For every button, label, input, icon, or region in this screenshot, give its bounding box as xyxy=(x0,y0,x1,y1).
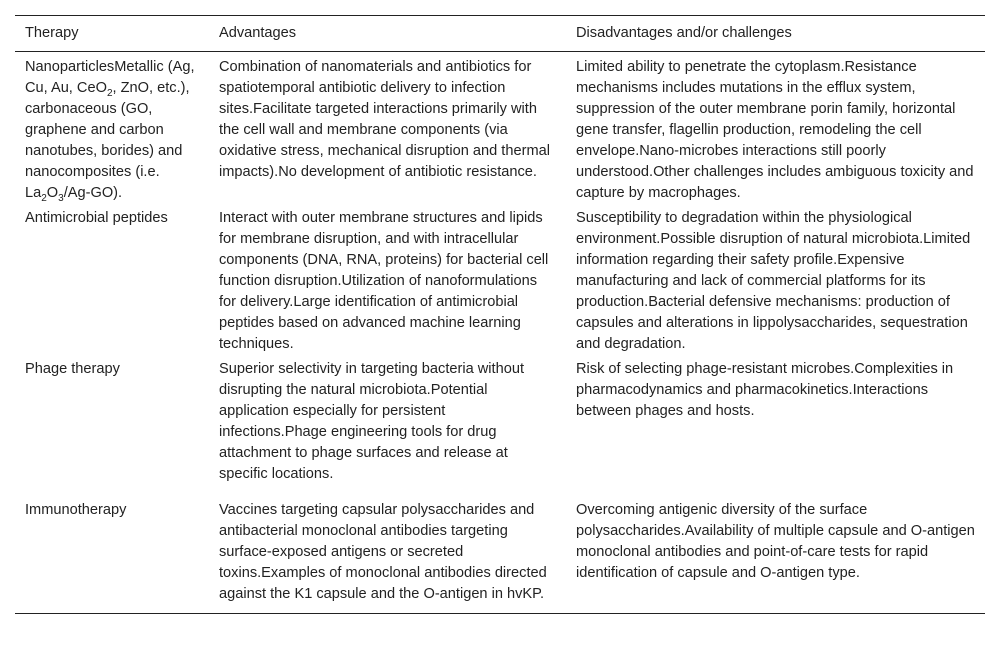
table-row-antimicrobial-peptides xyxy=(15,206,985,357)
cell-advantages-nanoparticles: Combination of nanomaterials and antibiotics for spatiotemporal antibiotic delivery to infection sites.Facilitate targeted interactions primarily with the cell wall and membrane components (via oxidative stress, mechanical disruption and thermal impacts).No development of antibiotic resistance. xyxy=(219,59,550,180)
cell-disadvantages-immunotherapy: Overcoming antigenic diversity of the surface polysaccharides.Availability of multiple capsule and O-antigen monoclonal antibodies and point-of-care tests for rapid identification of capsule and O-antigen type. xyxy=(576,502,975,581)
cell-advantages-immunotherapy: Vaccines targeting capsular polysaccharides and antibacterial monoclonal antibodies targeting surface-exposed antigens or secreted toxins.Examples of monoclonal antibodies directed against the K1 capsule and the O-antigen in hvKP. xyxy=(219,502,547,602)
cell-advantages-antimicrobial-peptides: Interact with outer membrane structures and lipids for membrane disruption, and with intracellular components (DNA, RNA, proteins) for bacterial cell function disruption.Utilization of nanoformulations for delivery.Large identification of antimicrobial peptides based on advanced machine learning techniques. xyxy=(219,210,549,352)
cell-disadvantages-nanoparticles: Limited ability to penetrate the cytoplasm.Resistance mechanisms includes mutations in the efflux system, suppression of the outer membrane porin family, horizontal gene transfer, flagellin production, remodeling the cell envelope.Nano-microbes interactions still poorly understood.Other challenges includes ambiguous toxicity and capture by macrophages. xyxy=(576,59,974,201)
cell-advantages-phage: Superior selectivity in targeting bacteria without disrupting the natural microbiota.Potential application especially for persistent infections.Phage engineering tools for drug attachment to phage surfaces and release at specific locations. xyxy=(219,361,525,482)
table-row-immunotherapy xyxy=(15,487,985,614)
cell-therapy-immunotherapy: Immunotherapy xyxy=(25,502,127,518)
table-row-nanoparticles xyxy=(15,52,985,207)
cell-disadvantages-antimicrobial-peptides: Susceptibility to degradation within the physiological environment.Possible disruption of natural microbiota.Limited information regarding their safety profile.Expensive manufacturing and lack of commercial platforms for its production.Bacterial defensive mechanisms: production of capsules and alterations in lippolysaccharides, sequestration and degradation. xyxy=(576,210,971,352)
table-row-phage-therapy xyxy=(15,357,985,487)
cell-therapy-phage: Phage therapy xyxy=(25,361,120,377)
header-therapy: Therapy xyxy=(25,25,79,41)
cell-therapy-antimicrobial-peptides: Antimicrobial peptides xyxy=(25,210,168,226)
cell-disadvantages-phage: Risk of selecting phage-resistant microbes.Complexities in pharmacodynamics and pharmacokinetics.Interactions between phages and hosts. xyxy=(576,361,954,419)
header-advantages: Advantages xyxy=(219,25,297,41)
cell-therapy-nanoparticles: NanoparticlesMetallic (Ag, Cu, Au, CeO$_2$, ZnO, etc.), carbonaceous (GO, graphene and carbon nanotubes, borides) and nanocomposites (i.e. $La_2O_3/Ag-GO$). xyxy=(25,59,195,204)
therapy-table-container xyxy=(15,15,985,614)
header-disadvantages: Disadvantages and/or challenges xyxy=(576,25,792,41)
therapy-comparison-table xyxy=(15,15,985,614)
table-header-row xyxy=(15,16,985,52)
